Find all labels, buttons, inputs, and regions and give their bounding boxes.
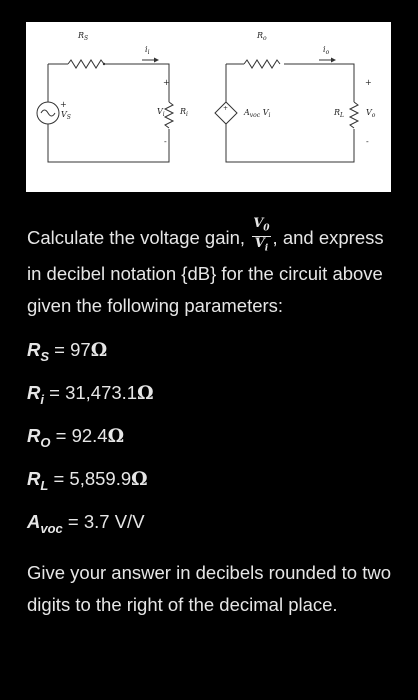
param-rl: $R_L = 5,859.9\Omega$ — [27, 468, 148, 494]
fraction-denominator: $V_i$ — [254, 235, 269, 254]
vs-label: $V_S$ — [61, 110, 71, 121]
vo-label: $V_o$ — [366, 108, 376, 119]
voltage-gain-fraction — [252, 217, 270, 255]
vs-plus: + — [60, 100, 67, 109]
vo-minus: - — [366, 137, 369, 146]
vi-plus: + — [163, 78, 170, 87]
vi-minus: - — [164, 137, 167, 146]
question-and: , and — [272, 226, 314, 248]
avoc-label: $A_{voc}$ $V_i$ — [244, 108, 271, 119]
circuit-diagram — [26, 22, 391, 192]
fraction-numerator: $V_0$ — [252, 217, 270, 237]
ii-label: $i_i$ — [145, 45, 150, 56]
param-rs: $R_S = 97\Omega$ — [27, 339, 108, 365]
question-paragraph — [27, 216, 392, 322]
param-avoc: $A_{voc} = 3.7$ V/V — [27, 511, 145, 537]
rs-label: $R_S$ — [78, 31, 89, 42]
answer-instruction: Give your answer in decibels rounded to two digits to the right of the decimal place. — [27, 562, 392, 616]
ri-label: $R_i$ — [180, 107, 188, 118]
question-rest: express in decibel notation {dB} for the circuit above given the following parameters: — [27, 226, 384, 317]
rl-label: $R_L$ — [334, 108, 345, 119]
problem-text — [27, 216, 392, 621]
vo-plus: + — [365, 78, 372, 87]
io-label: $i_o$ — [323, 45, 330, 56]
dep-plus: + — [223, 105, 229, 112]
param-ro: $R_O = 92.4\Omega$ — [27, 425, 125, 451]
param-ri: $R_i = 31,473.1\Omega$ — [27, 382, 154, 408]
question-intro: Calculate the voltage gain, — [27, 226, 246, 248]
vi-label: $V_i$ — [157, 107, 165, 118]
ro-label: $R_o$ — [257, 31, 267, 42]
